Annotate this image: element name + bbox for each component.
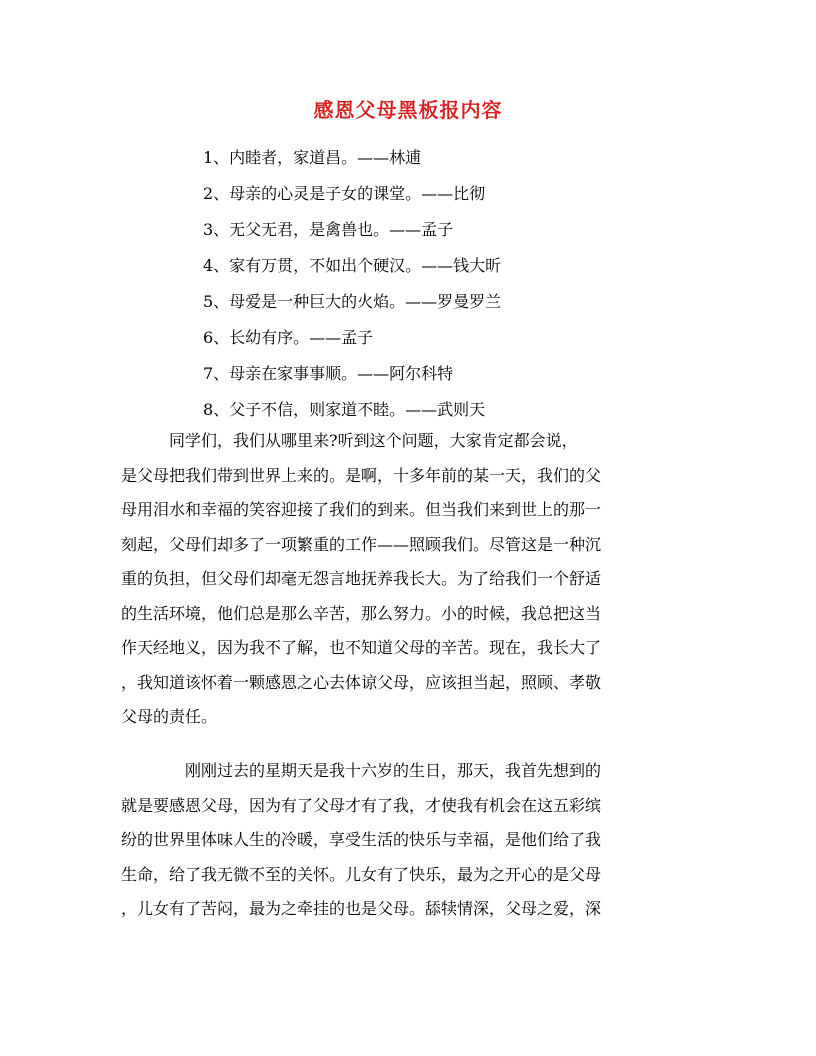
paragraph-line: 父母的责任。 <box>121 707 218 726</box>
paragraph-line: 是父母把我们带到世界上来的。是啊，十多年前的某一天，我们的父 <box>121 465 602 485</box>
quote-item: 6、长幼有序。——孟子 <box>203 328 374 347</box>
paragraph-line: 生命，给了我无微不至的关怀。儿女有了快乐，最为之开心的是父母 <box>121 864 602 884</box>
paragraph-line: 刻起，父母们却多了一项繁重的工作——照顾我们。尽管这是一种沉 <box>121 534 602 554</box>
paragraph-line: ，我知道该怀着一颗感恩之心去体谅父母，应该担当起，照顾、孝敬 <box>121 672 602 692</box>
quote-item: 5、母爱是一种巨大的火焰。——罗曼罗兰 <box>203 292 502 311</box>
quote-item: 8、父子不信，则家道不睦。——武则天 <box>203 400 486 419</box>
body-paragraph-1 <box>121 424 701 735</box>
document-title: 感恩父母黑板报内容 <box>313 98 503 122</box>
quote-item: 4、家有万贯，不如出个硬汉。——钱大昕 <box>203 256 502 275</box>
quote-item: 7、母亲在家事事顺。——阿尔科特 <box>203 364 454 383</box>
paragraph-line: 同学们，我们从哪里来?听到这个问题，大家肯定都会说， <box>121 431 578 450</box>
paragraph-line: 重的负担，但父母们却毫无怨言地抚养我长大。为了给我们一个舒适 <box>121 569 602 588</box>
quote-item: 1、内睦者，家道昌。——林逋 <box>203 148 422 167</box>
quote-item: 3、无父无君，是禽兽也。——孟子 <box>203 220 454 239</box>
paragraph-line: 就是要感恩父母，因为有了父母才有了我，才使我有机会在这五彩缤 <box>121 795 602 815</box>
paragraph-line: 刚刚过去的星期天是我十六岁的生日，那天，我首先想到的 <box>121 761 602 780</box>
quote-item: 2、母亲的心灵是子女的课堂。——比彻 <box>203 184 486 203</box>
paragraph-line: ，儿女有了苦闷，最为之牵挂的也是父母。舔犊情深，父母之爱，深 <box>121 899 602 918</box>
body-paragraph-2 <box>121 754 701 927</box>
paragraph-line: 纷的世界里体味人生的冷暖，享受生活的快乐与幸福，是他们给了我 <box>121 830 602 849</box>
quote-list <box>203 140 501 428</box>
paragraph-line: 作天经地义，因为我不了解，也不知道父母的辛苦。现在，我长大了 <box>121 638 602 657</box>
paragraph-line: 母用泪水和幸福的笑容迎接了我们的到来。但当我们来到世上的那一 <box>121 500 602 519</box>
paragraph-line: 的生活环境，他们总是那么辛苦，那么努力。小的时候，我总把这当 <box>121 603 602 623</box>
